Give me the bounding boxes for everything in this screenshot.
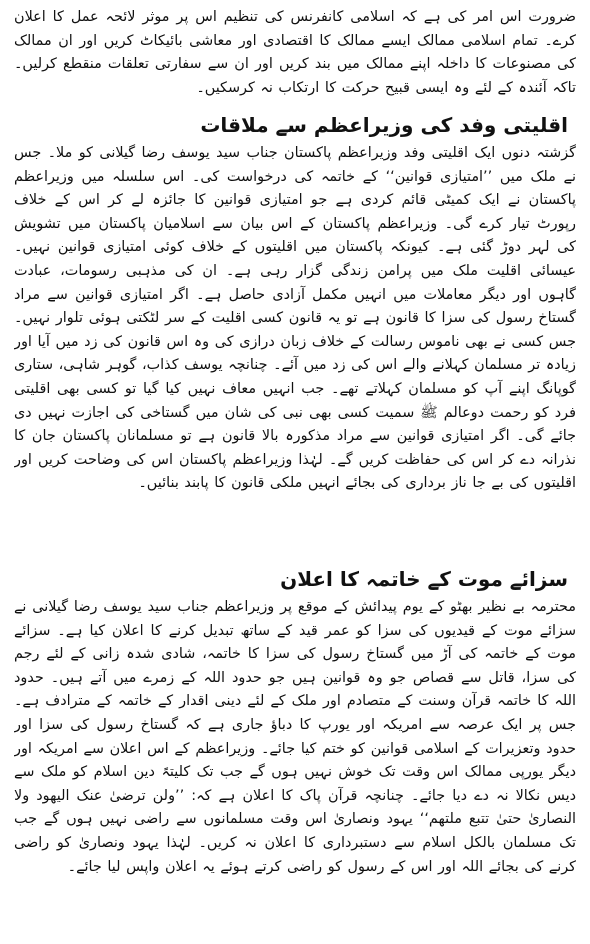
intro-paragraph: ضرورت اس امر کی ہے کہ اسلامی کانفرنس کی تنظیم اس پر موثر لائحہ عمل کا اعلان کرے۔ تمام اسلامی ممالک ایسے ممالک کا اقتصادی اور معاشی بائیکاٹ کریں اور ان ممالک کی مصنوعات کا داخلہ اپنے ممالک میں بند کریں اور ان سے سفارتی تعلقات منقطع کرلیں۔ تاکہ آئندہ کے لئے وہ ایسی قبیح حرکت کا ارتکاب نہ کرسکیں۔ bbox=[14, 9, 576, 96]
intro-section bbox=[14, 6, 576, 104]
section-death-penalty bbox=[14, 564, 576, 922]
section-minority-delegation bbox=[14, 110, 576, 558]
section-heading: سزائے موت کے خاتمہ کا اعلان bbox=[280, 567, 568, 591]
section-paragraph: گزشتہ دنوں ایک اقلیتی وفد وزیراعظم پاکستان جناب سید یوسف رضا گیلانی کو ملا۔ جس نے ملک میں ’’امتیازی قوانین‘‘ کے خاتمہ کی درخواست کی۔ اس سلسلہ میں وزیراعظم پاکستان نے ایک کمیٹی قائم کردی ہے جو امتیازی قوانین کا جائزہ لے کر اس کے خلاف رپورٹ تیار کرے گی۔ وزیراعظم پاکستان کے اس بیان سے اسلامیان پاکستان میں تشویش کی لہر دوڑ گئی ہے۔ کیونکہ پاکستان میں اقلیتوں کے خلاف کوئی امتیازی قوانین نہیں۔ عیسائی اقلیت ملک میں پرامن زندگی گزار رہی ہے۔ ان کی مذہبی رسومات، عبادت گاہوں اور دیگر معاملات میں انہیں مکمل آزادی حاصل ہے۔ اگر امتیازی قوانین سے مراد گستاخ رسول کی سزا کا قانون ہے تو یہ قانون کسی اقلیت کے سر لٹکتی ہوئی تلوار نہیں۔ جس کسی نے بھی ناموس رسالت کے خلاف زبان درازی کی وہ اس قانون کی زد میں آیا اور زیادہ تر مسلمان کہلانے والے اس کی زد میں آئے۔ چنانچہ یوسف کذاب، گوہر شاہی، ستاری گوپانگ اپنے آپ کو مسلمان کہلاتے تھے۔ جب انہیں معاف نہیں کیا گیا تو کسی بھی اقلیتی فرد کو رحمت دوعالم ﷺ سمیت کسی بھی نبی کی شان میں گستاخی کی اجازت نہیں دی جائے گی۔ اگر امتیازی قوانین سے مراد مذکورہ بالا قانون ہے تو مسلمانان پاکستان جان کا نذرانہ دے کر اس کی حفاظت کریں گے۔ لہٰذا وزیراعظم پاکستان اس کی وضاحت کریں اور اقلیتوں کی بے جا ناز برداری کی بجائے انہیں ملکی قانون کا پابند بنائیں۔ bbox=[14, 145, 576, 492]
section-paragraph: محترمہ بے نظیر بھٹو کے یوم پیدائش کے موقع پر وزیراعظم جناب سید یوسف رضا گیلانی نے سزائے موت کے قیدیوں کی سزا کو عمر قید کے ساتھ تبدیل کرنے کا اعلان کیا ہے۔ سزائے موت کے خاتمہ کی آڑ میں گستاخ رسول کی سزا کا خاتمہ، شادی شدہ زانی کے لئے رجم کی سزا، قاتل سے قصاص جو وہ قوانین ہیں جو حدود اللہ کے زمرے میں آتے ہیں۔ حدود اللہ کا خاتمہ قرآن وسنت کے متصادم اور ملک کے لئے دینی اقدار کے خاتمہ کے مترادف ہے۔ جس پر ایک عرصہ سے امریکہ اور یورپ کا دباؤ جاری ہے کہ گستاخ رسول کی سزا اور حدود وتعزیرات کے اسلامی قوانین کو ختم کیا جائے۔ وزیراعظم کے اس اعلان سے امریکہ اور دیگر یورپی ممالک اس وقت تک خوش نہیں ہوں گے جب تک کلیتہً دین اسلام کو ملک سے دیس نکالا نہ دے دیا جائے۔ چنانچہ قرآن پاک کا اعلان ہے کہ: ’’ولن ترضیٰ عنک الیھود ولا النصاریٰ حتیٰ تتبع ملتھم‘‘ یہود ونصاریٰ اس وقت مسلمانوں سے راضی نہیں ہوں گے جب تک مسلمان بالکل اسلام سے دستبرداری کا اعلان نہ کریں۔ لہٰذا یہود ونصاریٰ کو راضی کرنے کی بجائے اللہ اور اس کے رسول کو راضی کرتے ہوئے یہ اعلان واپس لیا جائے۔ bbox=[14, 599, 576, 875]
section-heading: اقلیتی وفد کی وزیراعظم سے ملاقات bbox=[200, 113, 568, 137]
